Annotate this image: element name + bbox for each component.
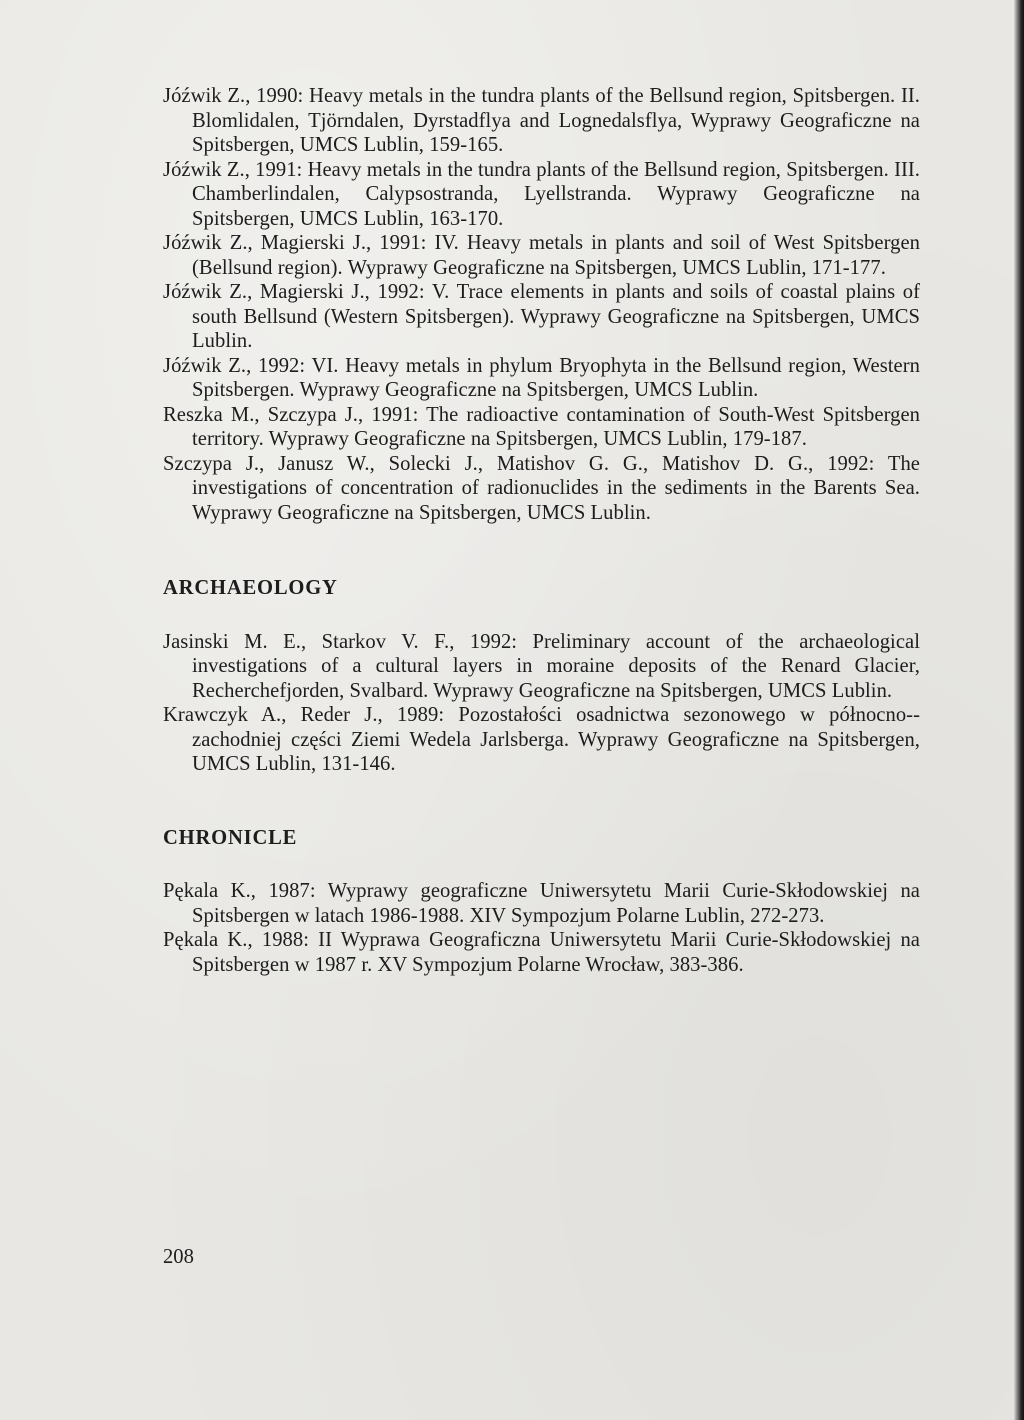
reference-entry: Reszka M., Szczypa J., 1991: The radioactive contamination of South-West Spitsbergen territory. Wyprawy Geograficzne na Spitsbergen, UMCS Lublin, 179-187. (163, 403, 920, 450)
section-heading-chronicle: CHRONICLE (163, 826, 298, 849)
reference-entry: Jasinski M. E., Starkov V. F., 1992: Preliminary account of the archaeological investigations of a cultural layers in moraine deposits of the Renard Glacier, Recherchefjorden, Svalbard. Wyprawy Geograficzne na Spitsbergen, UMCS Lublin. (163, 630, 920, 702)
references-list (163, 84, 920, 525)
reference-entry: Jóźwik Z., Magierski J., 1992: V. Trace elements in plants and soils of coastal plains of south Bellsund (Western Spitsbergen). Wyprawy Geograficzne na Spitsbergen, UMCS Lublin. (163, 281, 920, 352)
page-edge-shadow (1014, 0, 1024, 1420)
reference-entry: Szczypa J., Janusz W., Solecki J., Matishov G. G., Matishov D. G., 1992: The investigations of concentration of radionuclides in the sediments in the Barents Sea. Wyprawy Geograficzne na Spitsbergen, UMCS Lublin. (163, 452, 920, 524)
reference-entry: Jóźwik Z., 1991: Heavy metals in the tundra plants of the Bellsund region, Spitsbergen. III. Chamberlindalen, Calypsostranda, Lyellstranda. Wyprawy Geograficzne na Spitsbergen, UMCS Lublin, 163-170. (163, 158, 920, 230)
reference-entry: Pękala K., 1988: II Wyprawa Geograficzna Uniwersytetu Marii Curie-Skłodowskiej na Spitsbergen w 1987 r. XV Sympozjum Polarne Wrocław, 383-386. (163, 929, 920, 976)
section-heading-archaeology: ARCHAEOLOGY (163, 577, 338, 599)
document-body (163, 84, 920, 977)
reference-entry: Jóźwik Z., 1990: Heavy metals in the tundra plants of the Bellsund region, Spitsbergen. II. Blomlidalen, Tjörndalen, Dyrstadflya and Lognedalsflya, Wyprawy Geograficzne na Spitsbergen, UMCS Lublin, 159-165. (163, 85, 920, 156)
chronicle-references (163, 879, 920, 977)
reference-entry: Jóźwik Z., 1992: VI. Heavy metals in phylum Bryophyta in the Bellsund region, Western Spitsbergen. Wyprawy Geograficzne na Spitsbergen, UMCS Lublin. (163, 354, 920, 401)
reference-entry: Jóźwik Z., Magierski J., 1991: IV. Heavy metals in plants and soil of West Spitsbergen (Bellsund region). Wyprawy Geograficzne na Spitsbergen, UMCS Lublin, 171-177. (163, 232, 920, 279)
archaeology-references (163, 630, 920, 777)
reference-entry: Krawczyk A., Reder J., 1989: Pozostałości osadnictwa sezonowego w północno--zachodniej części Ziemi Wedela Jarlsberga. Wyprawy Geograficzne na Spitsbergen, UMCS Lublin, 131-146. (163, 704, 920, 775)
page-number: 208 (163, 1246, 194, 1268)
reference-entry: Pękala K., 1987: Wyprawy geograficzne Uniwersytetu Marii Curie-Skłodowskiej na Spitsbergen w latach 1986-1988. XIV Sympozjum Polarne Lublin, 272-273. (163, 880, 920, 927)
